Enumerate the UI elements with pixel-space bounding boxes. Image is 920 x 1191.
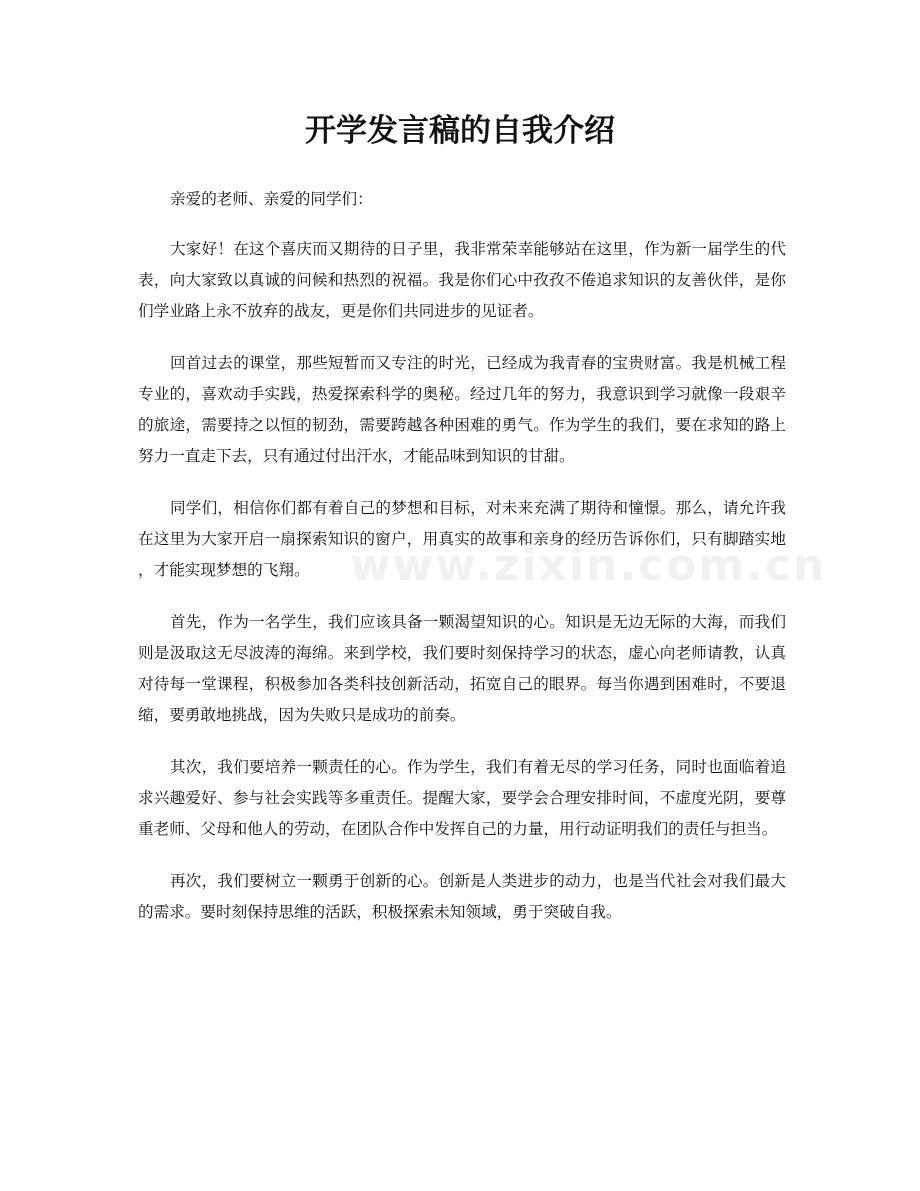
paragraph: 回首过去的课堂，那些短暂而又专注的时光，已经成为我青春的宝贵财富。我是机械工程专业的，喜欢动手实践，热爱探索科学的奥秘。经过几年的努力，我意识到学习就像一段艰辛的旅途，需要持之以恒的韧劲，需要跨越各种困难的勇气。作为学生的我们，要在求知的路上努力一直走下去，只有通过付出汗水，才能品味到知识的甘甜。 bbox=[138, 354, 786, 465]
paragraph: 其次，我们要培养一颗责任的心。作为学生，我们有着无尽的学习任务，同时也面临着追求兴趣爱好、参与社会实践等多重责任。提醒大家，要学会合理安排时间，不虚度光阴，要尊重老师、父母和他人的劳动，在团队合作中发挥自己的力量，用行动证明我们的责任与担当。 bbox=[138, 758, 786, 838]
paragraph: 首先，作为一名学生，我们应该具备一颗渴望知识的心。知识是无边无际的大海，而我们则是汲取这无尽波涛的海绵。来到学校，我们要时刻保持学习的状态，虚心向老师请教，认真对待每一堂课程，积极参加各类科技创新活动，拓宽自己的眼界。每当你遇到困难时，不要退缩，要勇敢地挑战，因为失败只是成功的前奏。 bbox=[138, 613, 786, 724]
document-body bbox=[138, 184, 827, 949]
paragraph: 再次，我们要树立一颗勇于创新的心。创新是人类进步的动力，也是当代社会对我们最大的需求。要时刻保持思维的活跃，积极探索未知领域，勇于突破自我。 bbox=[138, 872, 786, 921]
paragraph: 同学们，相信你们都有着自己的梦想和目标，对未来充满了期待和憧憬。那么，请允许我在这里为大家开启一扇探索知识的窗户，用真实的故事和亲身的经历告诉你们，只有脚踏实地，才能实现梦想的飞翔。 bbox=[138, 499, 786, 579]
watermark: www.zixin.com.cn bbox=[350, 540, 827, 591]
greeting: 亲爱的老师、亲爱的同学们： bbox=[170, 190, 373, 208]
document-title: 开学发言稿的自我介绍 bbox=[305, 113, 615, 149]
paragraph: 大家好！在这个喜庆而又期待的日子里，我非常荣幸能够站在这里，作为新一届学生的代表，向大家致以真诚的问候和热烈的祝福。我是你们心中孜孜不倦追求知识的友善伙伴，是你们学业路上永不放弃的战友，更是你们共同进步的见证者。 bbox=[138, 240, 786, 320]
